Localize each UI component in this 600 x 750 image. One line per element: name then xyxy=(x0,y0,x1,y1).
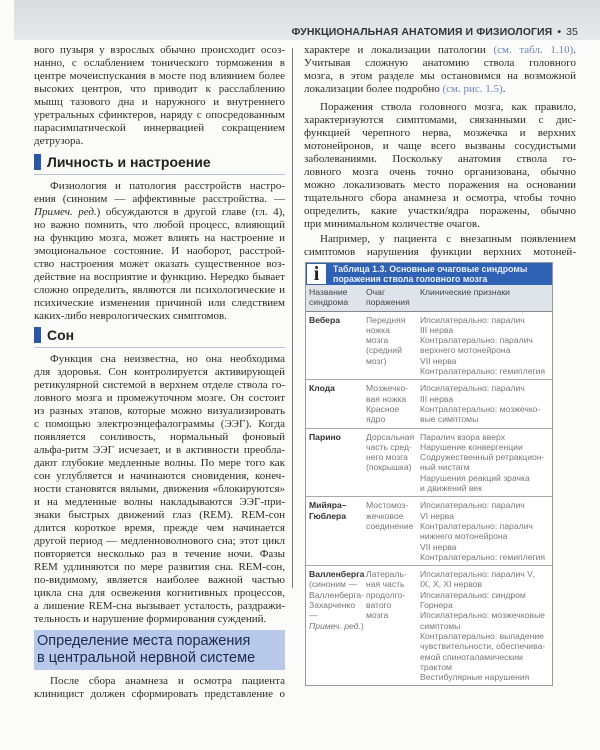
right-paragraph-2 xyxy=(304,233,576,259)
text-line: мозга, в этом разделе мы остановимся на возможной xyxy=(304,70,576,82)
cell-line: Контралатерально: паралич xyxy=(420,335,533,346)
left-paragraph-2 xyxy=(34,353,285,626)
text-span: . xyxy=(502,83,506,95)
text-line xyxy=(34,206,285,219)
cell-line: нижнего мотонейрона xyxy=(420,531,508,542)
cell-line: мозг) xyxy=(366,355,387,366)
cell-line: верхнего мотонейрона xyxy=(420,345,511,356)
text-line: центре мочеиспускания в мосте под влиянием более xyxy=(34,70,285,82)
heading-marker xyxy=(34,327,41,343)
text-line: симптомов нарушения функции верхних мотоней- xyxy=(304,246,576,258)
text-line: ности становятся вялыми, движения «блокируются» xyxy=(34,483,285,495)
heading-line: Определение места поражения xyxy=(37,633,251,649)
table-cell xyxy=(420,383,552,424)
table-cell xyxy=(366,569,420,682)
cell-line: Гюблера xyxy=(309,510,347,521)
text-line: ловного мозга и промежуточном мозге. Он состоит xyxy=(34,392,285,404)
caption-line: Таблица 1.3. Основные очаговые синдромы xyxy=(333,264,528,274)
text-line: нанно, с ослаблением тонического торможения в xyxy=(34,57,285,69)
left-paragraph-0 xyxy=(34,44,285,148)
text-line: мотонейронов, и чаще всего вызваны сосудистыми xyxy=(304,140,576,152)
running-head-separator: • xyxy=(557,26,562,38)
text-line: Например, у пациента с внезапным появлением xyxy=(320,233,576,245)
cell-line: Контралатерально: мозжечко- xyxy=(420,403,541,414)
text-line: сон углубляется и начинаются сновидения, конеч- xyxy=(34,470,285,482)
cell-line: Паралич взора вверх xyxy=(420,431,506,442)
text-line: заболеваниями. Поскольку анатомия ствола го- xyxy=(304,153,576,165)
table-row xyxy=(306,312,552,381)
text-line: для здоровья. Сон контролируется активирующей xyxy=(34,366,285,378)
left-paragraph-3 xyxy=(34,675,285,701)
cell-line: Красное xyxy=(366,403,400,414)
cell-line: Захарченко — xyxy=(309,600,356,621)
text-line: мышц тазового дна и наружного и внутреннего xyxy=(34,96,285,108)
cell-line: VI нерва xyxy=(420,510,455,521)
cell-line: Вестибулярные нарушения xyxy=(420,672,530,683)
text-line xyxy=(304,44,576,57)
text-span: . xyxy=(573,44,576,56)
editor-note: Примеч. ред. xyxy=(309,620,361,631)
text-line: альфа-ритм ЭЭГ исчезает, и в активности преобла- xyxy=(34,444,285,456)
cell-line: вая ножка xyxy=(366,393,407,404)
table-cell xyxy=(420,500,552,562)
table-row xyxy=(306,497,552,566)
page-number: 35 xyxy=(566,26,578,38)
text-line: функцией черепного нерва, мозжечка и верхних xyxy=(304,127,576,139)
cell-line: Валленберга- xyxy=(309,589,365,600)
column-header xyxy=(420,287,552,308)
text-span: ) xyxy=(360,620,364,631)
cell-line: IX, X, XI нервов xyxy=(420,579,483,590)
text-span: локализации более подробно xyxy=(304,83,443,95)
cell-line: (средний xyxy=(366,345,402,356)
cell-line: Ипсилатерально: паралич xyxy=(420,500,525,511)
table-caption xyxy=(306,263,552,285)
figure-reference-link[interactable]: (см. рис. 1.5) xyxy=(442,83,503,95)
text-line: эмоциональное состояние. И наоборот, расстрой- xyxy=(34,245,285,257)
text-line: тельность и нарушение формирования суждений. xyxy=(34,613,267,625)
cell-line: продолго- xyxy=(366,589,406,600)
right-paragraph-1 xyxy=(304,101,576,231)
cell-line: Горнера xyxy=(420,600,453,611)
text-line: при минимальном количестве очагов. xyxy=(304,218,480,230)
table-brainstem-syndromes xyxy=(305,262,553,686)
left-paragraph-1 xyxy=(34,180,285,323)
column-header xyxy=(366,287,420,308)
cell-line: поражения xyxy=(366,297,410,308)
cell-line: ная часть xyxy=(366,579,405,590)
text-line: парасимпатической иннервацией сокращением xyxy=(34,122,285,134)
text-span: характере и локализации патологии xyxy=(304,44,494,56)
text-line: а лишение REM-сна вызывает усталость, раздражи- xyxy=(34,600,285,612)
cell-line: Название xyxy=(309,287,348,297)
editor-note: Примеч. ред. xyxy=(34,206,97,218)
table-cell xyxy=(420,315,552,377)
cell-line: Мостомоз- xyxy=(366,500,409,511)
cell-line: Ипсилатерально: синдром xyxy=(420,589,526,600)
table-header xyxy=(306,285,552,312)
column-divider xyxy=(292,48,293,588)
text-line: по-видимому, является наиболее важной частью xyxy=(34,574,285,586)
info-icon: i xyxy=(307,264,326,284)
text-line: ретикулярной системой в верхнем отделе ствола го- xyxy=(34,379,285,391)
cell-line: вые симптомы xyxy=(420,414,479,425)
text-line: Поражения ствола головного мозга, как правило, xyxy=(320,101,576,113)
text-line: цикла сна для освежения когнитивных процессов, xyxy=(34,587,285,599)
text-line: каких-либо неврологических симптомов. xyxy=(34,310,227,322)
table-cell xyxy=(306,315,366,377)
cell-line: ядро xyxy=(366,414,386,425)
table-row xyxy=(306,429,552,498)
table-cell xyxy=(420,432,552,494)
cell-line: Ипсилатерально: паралич xyxy=(420,383,525,394)
cell-line: Передняя xyxy=(366,314,406,325)
cell-line: Ипсилатерально: паралич V, xyxy=(420,569,535,580)
text-line: на функцию мозга, может влиять на настроение и xyxy=(34,232,285,244)
cell-line: III нерва xyxy=(420,393,454,404)
cell-line: VII нерва xyxy=(420,541,457,552)
text-line: действие на восприятие и функцию. Нередко бывает xyxy=(34,271,285,283)
cell-line: мозга xyxy=(366,335,389,346)
text-line: После сбора анамнеза и осмотра пациента xyxy=(50,675,285,687)
text-line: с помощью электроэнцефалограммы (ЭЭГ). Когда xyxy=(34,418,285,430)
text-line: Функция сна неизвестна, но она необходима xyxy=(50,353,285,365)
text-line: тщательного сбора анамнеза и осмотра, чтобы точно xyxy=(304,192,576,204)
text-line: появляется сонливость, нормальный фоновый xyxy=(34,431,285,443)
cell-line xyxy=(309,621,366,631)
table-cell xyxy=(306,569,366,682)
text-line: Учитывая сложную анатомию ствола головного xyxy=(304,57,576,69)
cell-line: симптомы xyxy=(420,620,461,631)
text-span: ) обсуждаются в другой главе (гл. 4), xyxy=(96,206,285,218)
cell-line: Нарушение конвергенции xyxy=(420,441,523,452)
right-paragraph-0 xyxy=(304,44,576,96)
table-cell xyxy=(366,500,420,562)
text-line: REM удлиняются по мере развития сна. REM-сон, xyxy=(34,561,285,573)
cell-line: Очаг xyxy=(366,287,386,297)
cell-line: Ипсилатерально: паралич xyxy=(420,314,525,325)
cell-line: Мозжечко- xyxy=(366,383,409,394)
cell-line: Дорсальная xyxy=(366,431,415,442)
cell-line: Нарушения реакций зрачка xyxy=(420,472,530,483)
cell-line: Контралатерально: выпадение xyxy=(420,630,544,641)
cell-line: Контралатерально: паралич xyxy=(420,520,533,531)
text-line: психические изменения причиной или следствием xyxy=(34,297,285,309)
section-heading-lesion-localization xyxy=(34,630,285,670)
table-cell xyxy=(420,569,552,682)
caption-line: поражения ствола головного мозга xyxy=(333,274,488,284)
cell-line: Латераль- xyxy=(366,569,407,580)
cell-line: (синоним — xyxy=(309,579,357,590)
running-head xyxy=(292,26,578,38)
table-row xyxy=(306,566,552,685)
table-cell xyxy=(366,432,420,494)
heading-sleep xyxy=(34,327,285,348)
text-line: характеризуются симптомами, связанными с дис- xyxy=(304,114,576,126)
running-head-title: ФУНКЦИОНАЛЬНАЯ АНАТОМИЯ И ФИЗИОЛОГИЯ xyxy=(291,26,553,38)
text-line: повторяется несколько раз в течение ночи. Фазы xyxy=(34,548,285,560)
text-line: сложно определить, являются ли психологические и xyxy=(34,284,285,296)
cell-line: Ипсилатерально: мозжечковые xyxy=(420,610,545,621)
text-line: и на медленные волны накладываются ЭЭГ-при- xyxy=(34,496,285,508)
cell-line: ватого xyxy=(366,600,392,611)
cell-line: III нерва xyxy=(420,324,454,335)
heading-line: в центральной нервной системе xyxy=(37,650,256,666)
text-line: другой период — медленноволнового сна; этот цикл xyxy=(34,535,285,547)
text-line: можно локализовать место поражения на основании xyxy=(304,179,576,191)
cell-line: соединение xyxy=(366,520,414,531)
text-line: высоких центров, что приводит к расслаблению xyxy=(34,83,285,95)
heading-text: Сон xyxy=(47,327,75,343)
text-line: длится короткое время, прежде чем начинается xyxy=(34,522,285,534)
table-cell xyxy=(306,432,366,494)
text-line: ения (синоним — аффективные расстройства. — xyxy=(34,193,285,205)
cell-line: (покрышка) xyxy=(366,462,412,473)
cell-line: трактом xyxy=(420,661,452,672)
heading-text: Личность и настроение xyxy=(47,154,211,170)
cell-line: Клода xyxy=(309,383,335,394)
text-line: клиницист должен сформировать представление о xyxy=(34,688,285,700)
table-cell xyxy=(366,315,420,377)
cell-line: ножка xyxy=(366,324,390,335)
column-header xyxy=(306,287,366,308)
text-line: вого пузыря у взрослых обычно происходит осоз- xyxy=(34,44,285,56)
text-line: ловного мозга очень точно организована, обычно xyxy=(304,166,576,178)
table-cell xyxy=(306,500,366,562)
cell-line: Вебера xyxy=(309,314,340,325)
cell-line: мозга xyxy=(366,610,389,621)
cell-line: него мозга xyxy=(366,452,408,463)
table-cell xyxy=(366,383,420,424)
heading-marker xyxy=(34,154,41,170)
cell-line: Контралатерально: гемиплегия xyxy=(420,551,546,562)
cell-line: Контралатерально: гемиплегия xyxy=(420,366,546,377)
cell-line: VII нерва xyxy=(420,355,457,366)
cell-line: и движений век xyxy=(420,483,482,494)
table-row xyxy=(306,380,552,428)
text-line: но важно помнить, что любой процесс, влияющий xyxy=(34,219,285,231)
cell-line: Мийяра– xyxy=(309,500,347,511)
table-cell xyxy=(306,383,366,424)
heading-personality-mood xyxy=(34,154,285,175)
text-line: определить, какие участки/ядра поражены, обычно xyxy=(304,205,576,217)
table-reference-link[interactable]: (см. табл. 1.10) xyxy=(493,44,574,56)
text-line xyxy=(304,83,576,96)
cell-line: чувствительности, обеспечива- xyxy=(420,641,546,652)
text-line: уретральных сфинктеров, наряду с опосредованным xyxy=(34,109,285,121)
cell-line: Клинические признаки xyxy=(420,287,510,297)
text-line: детрузора. xyxy=(34,135,84,147)
cell-line: Валленберга xyxy=(309,569,365,580)
cell-line: синдрома xyxy=(309,297,349,308)
cell-line: ный нистагм xyxy=(420,462,470,473)
text-line: знаки быстрых движений глаз (REM). REM-сон xyxy=(34,509,285,521)
cell-line: Парино xyxy=(309,431,341,442)
cell-line: Содружественный ретракцион- xyxy=(420,452,545,463)
text-line: Физиология и патология расстройств настро- xyxy=(50,180,285,192)
cell-line: жечковое xyxy=(366,510,404,521)
text-line: дают глубокие медленные волны. По мере того как xyxy=(34,457,285,469)
cell-line: емой спиноталамическим xyxy=(420,651,523,662)
text-line: ство настроения может оказать существенное воз- xyxy=(34,258,285,270)
text-line: из разных этапов, которые можно визуализировать xyxy=(34,405,285,417)
cell-line: часть сред- xyxy=(366,441,412,452)
